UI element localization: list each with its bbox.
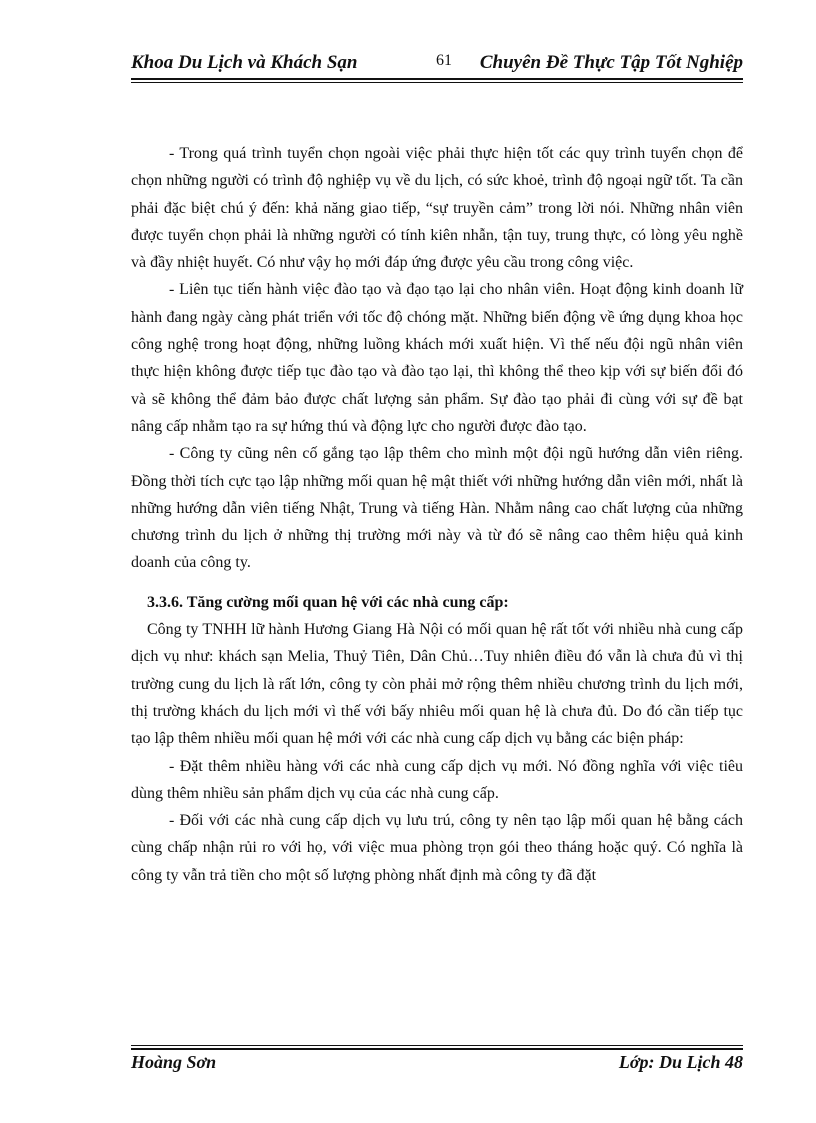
paragraph-training: - Liên tục tiến hành việc đào tạo và đạo tạo lại cho nhân viên. Hoạt động kinh doanh lữ hành đang ngày càng phát triển với tốc độ chóng mặt. Những biến động về ứng dụng khoa học công nghệ trong hoạt động, những luồng khách mới xuất hiện. Vì thế nếu đội ngũ nhân viên thực hiện không được tiếp tục đào tạo và đào tạo lại, thì không thể theo kịp với sự biến đổi đó và sẽ không thể đảm bảo được chất lượng sản phẩm. Sự đào tạo phải đi cùng với sự đề bạt nâng cấp nhằm tạo ra sự hứng thú và động lực cho người được đào tạo. <box>131 281 743 435</box>
header-document-type: Chuyên Đề Thực Tập Tốt Nghiệp <box>479 52 743 73</box>
footer-class: Lớp: Du Lịch 48 <box>618 1052 743 1072</box>
footer-author: Hoàng Sơn <box>131 1052 217 1072</box>
page-footer <box>131 1050 743 1080</box>
header-rule <box>131 78 743 83</box>
page-number: 61 <box>436 52 452 69</box>
paragraph-accommodation: - Đối với các nhà cung cấp dịch vụ lưu trú, công ty nên tạo lập mối quan hệ bằng cách cùng chấp nhận rủi ro với họ, với việc mua phòng trọn gói theo tháng hoặc quý. Có nghĩa là công ty vẫn trả tiền cho một số lượng phòng nhất định mà công ty đã đặt <box>131 812 743 884</box>
paragraph-recruitment: - Trong quá trình tuyển chọn ngoài việc phải thực hiện tốt các quy trình tuyển chọn để chọn những người có trình độ nghiệp vụ về du lịch, có sức khoẻ, trình độ ngoại ngữ tốt. Ta cần phải đặc biệt chú ý đến: khả năng giao tiếp, “sự truyền cảm” trong lời nói. Những nhân viên được tuyển chọn phải là những người có tính kiên nhẫn, tận tuy, trung thực, có lòng yêu nghề và đầy nhiệt huyết. Có như vậy họ mới đáp ứng được yêu cầu trong công việc. <box>131 145 743 272</box>
page-body <box>131 140 743 889</box>
header-faculty: Khoa Du Lịch và Khách Sạn <box>131 52 358 73</box>
footer-rule <box>131 1045 743 1050</box>
paragraph-suppliers-intro: Công ty TNHH lữ hành Hương Giang Hà Nội có mối quan hệ rất tốt với nhiều nhà cung cấp dịch vụ như: khách sạn Melia, Thuỷ Tiên, Dân Chủ…Tuy nhiên điều đó vẫn là chưa đủ vì thị trường cung du lịch là rất lớn, công ty còn phải mở rộng thêm nhiều chương trình du lịch mới, thị trường khách du lịch mới vì thế với bấy nhiêu mối quan hệ là chưa đủ. Do đó cần tiếp tục tạo lập thêm nhiều mối quan hệ mới với các nhà cung cấp dịch vụ bằng các biện pháp: <box>131 621 743 748</box>
section-heading: 3.3.6. Tăng cường mối quan hệ với các nhà cung cấp: <box>147 593 509 611</box>
paragraph-more-orders: - Đặt thêm nhiều hàng với các nhà cung cấp dịch vụ mới. Nó đồng nghĩa với việc tiêu dùng thêm nhiều sản phẩm dịch vụ của các nhà cung cấp. <box>131 757 743 802</box>
paragraph-tour-guides: - Công ty cũng nên cố gắng tạo lập thêm cho mình một đội ngũ hướng dẫn viên riêng. Đồng thời tích cực tạo lập những mối quan hệ mật thiết với những hướng dẫn viên mới, nhất là những hướng dẫn viên tiếng Nhật, Trung và tiếng Hàn. Nhằm nâng cao chất lượng của những chương trình du lịch ở những thị trường mới này và từ đó sẽ nâng cao thêm hiệu quả kinh doanh của công ty. <box>131 445 743 572</box>
